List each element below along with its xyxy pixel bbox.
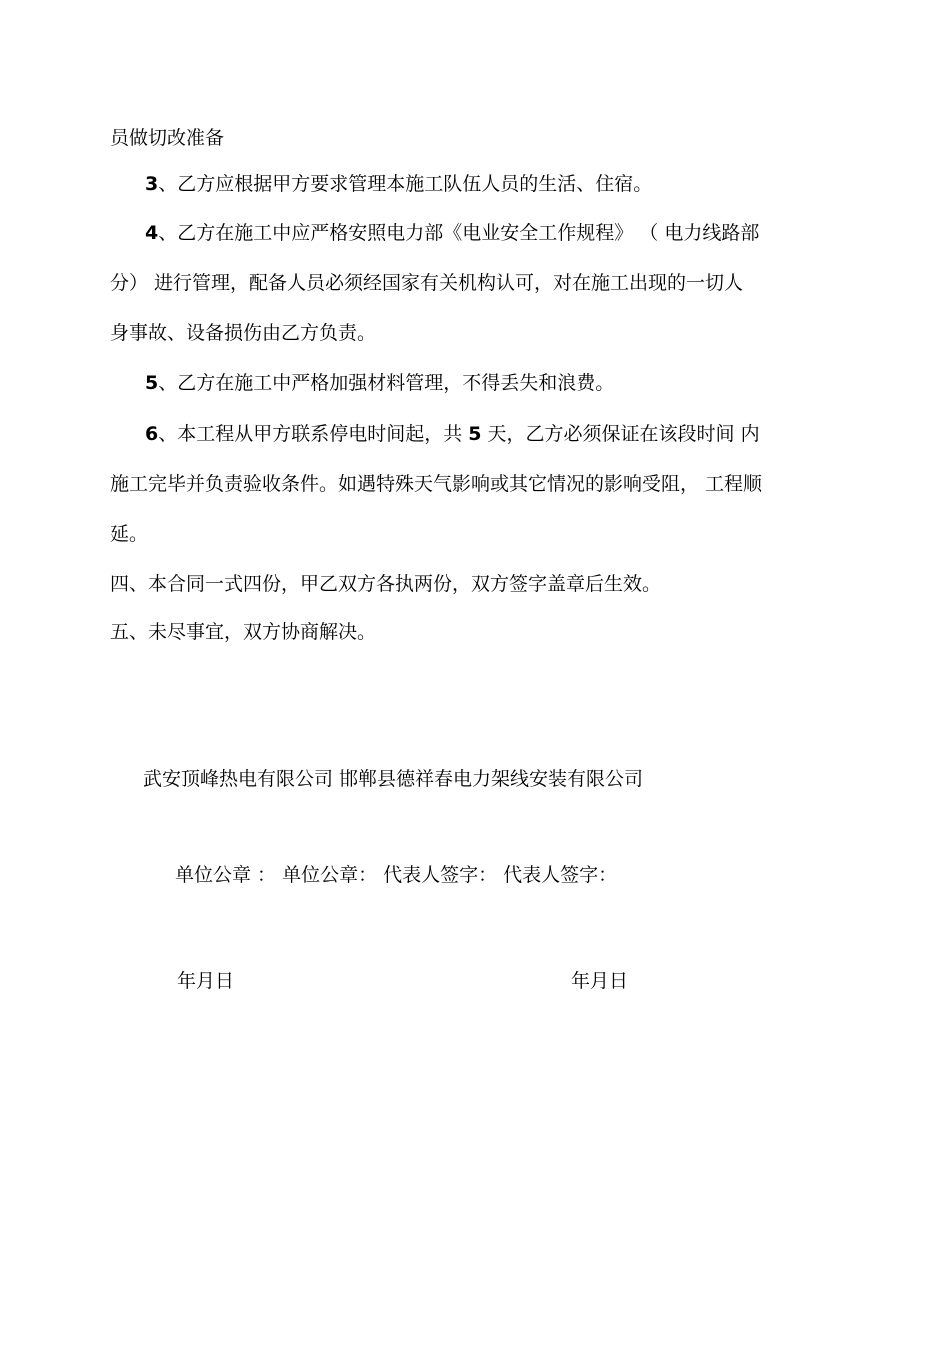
clause-6-line-1: 6、本工程从甲方联系停电时间起，共 5 天，乙方必须保证在该段时间 内 (145, 423, 760, 445)
signing-parties: 武安顶峰热电有限公司 邯郸县德祥春电力架线安装有限公司 (143, 768, 644, 790)
clause-4-line-2: 分） 进行管理，配备人员必须经国家有关机构认可，对在施工出现的一切人 (110, 272, 744, 294)
clause-4-line-3: 身事故、设备损伤由乙方负责。 (110, 322, 377, 344)
date-left: 年月日 (177, 970, 235, 992)
section-four: 四、本合同一式四份，甲乙双方各执两份，双方签字盖章后生效。 (110, 573, 662, 595)
clause-5: 5、乙方在施工中严格加强材料管理，不得丢失和浪费。 (145, 372, 615, 394)
clause-6-line-2: 施工完毕并负责验收条件。如遇特殊天气影响或其它情况的影响受阻， 工程顺 (110, 473, 763, 495)
clause-4-line-1: 4、乙方在施工中应严格安照电力部《电业安全工作规程》 （ 电力线路部 (145, 222, 760, 244)
section-five: 五、未尽事宜，双方协商解决。 (110, 621, 377, 643)
clause-6-line-3: 延。 (110, 523, 149, 545)
seal-and-signature-labels: 单位公章 ： 单位公章： 代表人签字： 代表人签字： (175, 864, 618, 886)
clause-3: 3、乙方应根据甲方要求管理本施工队伍人员的生活、住宿。 (145, 173, 653, 195)
date-right: 年月日 (571, 970, 629, 992)
paragraph-line: 员做切改准备 (110, 127, 225, 149)
